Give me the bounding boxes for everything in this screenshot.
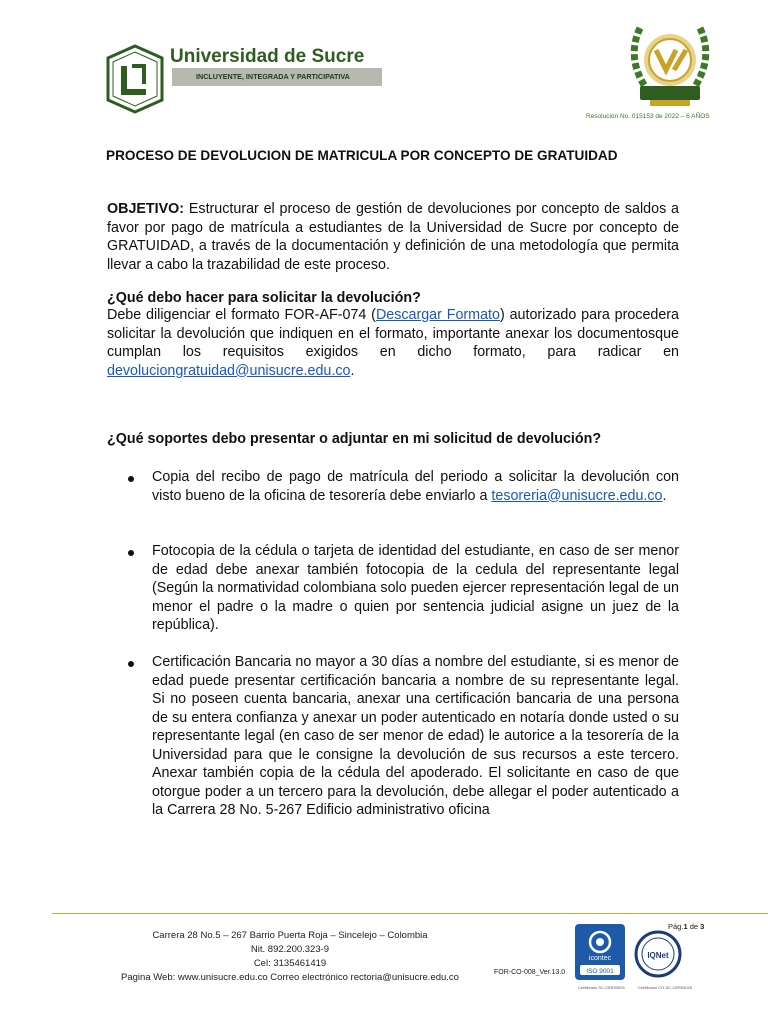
objective-paragraph xyxy=(107,200,679,274)
page-total: 3 xyxy=(700,922,705,931)
q1-text-b: ) autorizado para procedera solicitar la devolución que indiquen en el formato, importante anexar los documentosque cumplan los requisitos exigidos en dicho formato, para radicar en xyxy=(107,307,680,360)
iqnet-label: IQNet xyxy=(647,951,669,960)
icontec-label: icontec xyxy=(588,955,612,962)
list-item: Fotocopia de la cédula o tarjeta de identidad del estudiante, en caso de ser menor de edad debe anexar también fotocopia de la cedula del representante legal (Según la normatividad colombiana solo pueden ejercer representación legal de un menor el padre o la madre o quien por sentencia judicial asigne un juez de la república). xyxy=(152,543,679,633)
question-1-paragraph xyxy=(107,306,679,380)
page-current: 1 xyxy=(683,922,688,931)
iqnet-cert-number: Certificado CO-SC-CER93025 xyxy=(638,985,693,990)
devolucion-email-link[interactable]: devoluciongratuidad@unisucre.edu.co xyxy=(107,362,351,379)
q1-text-a: Debe diligenciar el formato FOR-AF-074 ( xyxy=(107,307,376,323)
document-title: PROCESO DE DEVOLUCION DE MATRICULA POR CONCEPTO DE GRATUIDAD xyxy=(106,148,618,163)
footer-divider xyxy=(52,913,768,914)
university-tagline: INCLUYENTE, INTEGRADA Y PARTICIPATIVA xyxy=(172,68,382,86)
footer-address: Carrera 28 No.5 – 267 Barrio Puerta Roja – Sincelejo – Colombia xyxy=(152,930,428,941)
bullet-1-text: Copia del recibo de pago de matrícula del periodo a solicitar la devolución con visto bueno de la oficina de tesorería debe enviarlo a xyxy=(152,469,679,504)
tesoreria-email-link[interactable]: tesoreria@unisucre.edu.co xyxy=(491,487,663,504)
q1-text-c: . xyxy=(350,362,355,379)
iso-label: ISO 9001 xyxy=(586,968,614,975)
bullet-dot xyxy=(128,476,134,482)
download-format-link[interactable]: Descargar Formato xyxy=(375,307,500,323)
icontec-certification-icon xyxy=(575,924,625,980)
question-2-heading: ¿Qué soportes debo presentar o adjuntar en mi solicitud de devolución? xyxy=(107,431,602,447)
iqnet-certification-icon xyxy=(634,930,682,978)
accreditation-laurel-seal xyxy=(620,8,720,110)
bullet-dot xyxy=(128,661,134,667)
footer-phone: Cel: 3135461419 xyxy=(253,958,327,969)
question-1-heading: ¿Qué debo hacer para solicitar la devolución? xyxy=(107,290,421,306)
university-name: Universidad de Sucre xyxy=(170,46,365,67)
list-item: Certificación Bancaria no mayor a 30 días a nombre del estudiante, si es menor de edad puede presentar certificación bancaria a nombre de su representante legal. Si no poseen cuenta bancaria, anexar una certificación bancaria de una persona de su entera confianza y anexar un poder autenticado en notaría donde usted o su representante legal (en caso de ser menor de edad) le autorice a la tesorería de la Universidad para que le consigne la devolución de sus recursos a este tercero. Anexar también copia de la cédula del apoderado. El solicitante en caso de que otorgue poder a un tercero para la devolución, debe allegar el poder autenticado a la Carrera 28 No. 5-267 Edificio administrativo oficina xyxy=(152,654,679,818)
icontec-cert-number: Certificado SC-CER93025 xyxy=(578,985,625,990)
form-code: FOR-CO-008_Ver.13.0 xyxy=(494,969,566,976)
bullet-dot xyxy=(128,550,134,556)
university-shield-logo xyxy=(104,44,166,114)
footer-nit: Nit. 892.200.323-9 xyxy=(250,944,330,955)
page-prefix: Pág. xyxy=(668,922,684,931)
page-sep: de xyxy=(687,922,701,931)
footer-web-email: Pagina Web: www.unisucre.edu.co Correo electrónico rectoria@unisucre.edu.co xyxy=(121,972,459,983)
objective-label: OBJETIVO: xyxy=(107,201,185,217)
objective-text: Estructurar el proceso de gestión de devoluciones por concepto de saldos a favor por pago de matrícula a estudiantes de la Universidad de Sucre por concepto de GRATUIDAD, a través de la documentación y definición de una metodología que permita llevar a cabo la trazabilidad de este proceso. xyxy=(107,201,679,273)
resolution-text: Resolución No. 015153 de 2022 – 6 AÑOS xyxy=(586,113,710,120)
list-item xyxy=(152,468,679,505)
bullet-1-after: . xyxy=(662,487,667,504)
